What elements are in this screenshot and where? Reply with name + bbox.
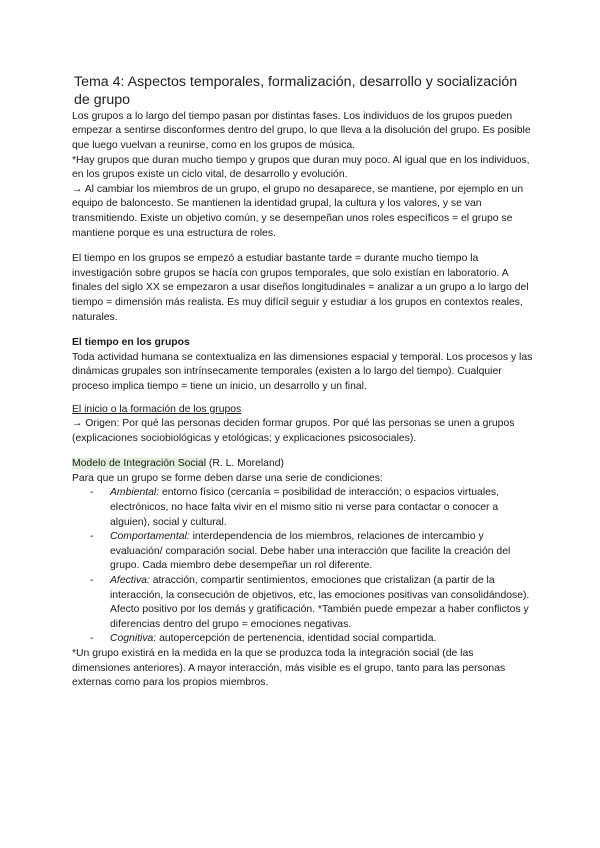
- modelo-note: *Un grupo existirá en la medida en la que se produzca toda la integración social (de las dimensiones anteriores). A mayor interacción, más visible es el grupo, tanto para las personas externas como para los propios miembros.: [72, 648, 506, 689]
- list-item: [72, 632, 534, 647]
- section-heading-modelo: [72, 457, 534, 472]
- list-item: [72, 530, 534, 574]
- dash-bullet: -: [90, 575, 94, 587]
- list-item: [72, 486, 534, 530]
- modelo-lead: Para que un grupo se forme deben darse una serie de condiciones:: [72, 472, 383, 484]
- condition-term: Cognitiva:: [110, 633, 157, 645]
- document-content: [72, 73, 534, 691]
- spacer: [72, 446, 534, 457]
- spacer: [72, 325, 534, 336]
- condition-text: interdependencia de los miembros, relaciones de intercambio y evaluación/ comparación social. Debe haber una interacción que facilite la creación del grupo. Cada miembro debe desempeñar un rol diferente.: [110, 531, 511, 572]
- conditions-list: [72, 486, 534, 647]
- condition-term: Afectiva:: [110, 575, 150, 587]
- condition-term: Ambiental:: [110, 487, 160, 499]
- intro-paragraph-1: Los grupos a lo largo del tiempo pasan por distintas fases. Los individuos de los grupos pueden empezar a sentirse disconformes dentro del grupo, lo que lleva a la disolución del grupo. Es posible que luego vuelvan a reunirse, como en los grupos de música.: [72, 110, 531, 151]
- heading-author: (R. L. Moreland): [206, 458, 284, 470]
- section-heading-inicio: El inicio o la formación de los grupos: [72, 403, 242, 415]
- spacer: [72, 241, 534, 252]
- dash-bullet: -: [90, 633, 94, 645]
- intro-paragraph-4: El tiempo en los grupos se empezó a estudiar bastante tarde = durante mucho tiempo la investigación sobre grupos se hacía con grupos temporales, que solo existían en laboratorio. A finales del siglo XX se empezaron a usar diseños longitudinales = analizar a un grupo a lo largo del tiempo = dimensión más realista. Es muy difícil seguir y estudiar a los grupos en contextos reales, naturales.: [72, 253, 529, 323]
- intro-paragraph-3: → Al cambiar los miembros de un grupo, el grupo no desaparece, se mantiene, por ejemplo en un equipo de baloncesto. Se mantienen la identidad grupal, la cultura y los valores, y se van transmitiendo. Existe un objetivo común, y se desempeñan unos roles específicos = el grupo se mantiene porque es una estructura de roles.: [72, 183, 524, 239]
- list-item: [72, 574, 534, 632]
- condition-text: atracción, compartir sentimientos, emociones que cristalizan (a partir de la interacción, la consecución de objetivos, etc, las emociones positivas van consolidándose). Afecto positivo por los demás y gratificación. *También puede empezar a haber conflictos y diferencias dentro del grupo = emociones negativas.: [110, 575, 530, 630]
- section-heading-tiempo: El tiempo en los grupos: [72, 337, 190, 349]
- condition-text: autopercepción de pertenencia, identidad social compartida.: [156, 633, 437, 645]
- condition-term: Comportamental:: [110, 531, 190, 543]
- intro-paragraph-2: *Hay grupos que duran mucho tiempo y grupos que duran muy poco. Al igual que en los individuos, en los grupos existe un ciclo vital, de desarrollo y evolución.: [72, 154, 530, 181]
- dash-bullet: -: [90, 487, 94, 499]
- document-title: Tema 4: Aspectos temporales, formalización, desarrollo y socialización de grupo: [74, 74, 518, 109]
- dash-bullet: -: [90, 531, 94, 543]
- condition-text: entorno físico (cercanía = posibilidad de interacción; o espacios virtuales, electrónicos, no hace falta vivir en el mismo sitio ni verse para contactar o conocer a alguien), social y cultural.: [110, 487, 499, 528]
- highlighted-heading: Modelo de Integración Social: [72, 458, 207, 470]
- section-text-tiempo: Toda actividad humana se contextualiza en las dimensiones espacial y temporal. Los procesos y las dinámicas grupales son intrínsecamente temporales (existen a lo largo del tiempo). Cualquier proceso implica tiempo = tiene un inicio, un desarrollo y un final.: [72, 351, 533, 392]
- spacer: [72, 395, 534, 403]
- section-text-inicio: → Origen: Por qué las personas deciden formar grupos. Por qué las personas se unen a grupos (explicaciones sociobiológicas y etológicas; y explicaciones psicosociales).: [72, 418, 515, 444]
